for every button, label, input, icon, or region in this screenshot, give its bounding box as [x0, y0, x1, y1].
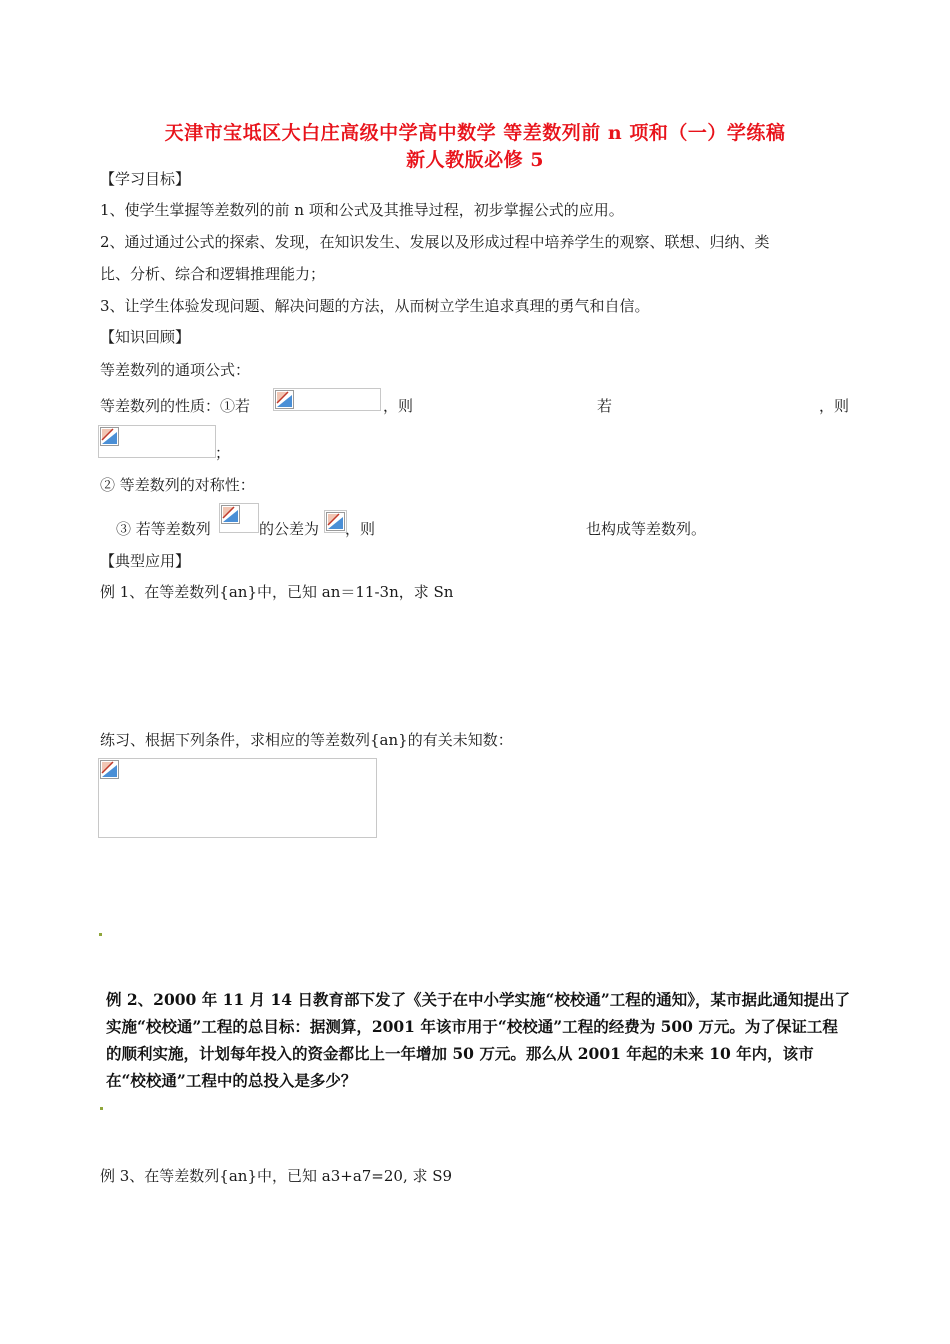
page-title-line1: 天津市宝坻区大白庄高级中学高中数学 等差数列前 n 项和（一）学练稿 [164, 122, 786, 144]
exercise: 练习、根据下列条件，求相应的等差数列{an}的有关未知数： [100, 731, 513, 749]
property-then-2: ，则 [819, 397, 850, 415]
item3-tail: 也构成等差数列。 [586, 520, 707, 538]
apply-heading: 【典型应用】 [100, 552, 191, 570]
review-general-formula: 等差数列的通项公式： [100, 361, 251, 379]
formula-image [324, 510, 347, 533]
symmetry-property: ② 等差数列的对称性： [100, 476, 255, 494]
broken-image-icon [275, 390, 294, 409]
item3-common-diff: 的公差为 [259, 520, 320, 538]
anchor-marker [99, 933, 102, 936]
page-title-line2: 新人教版必修 5 [406, 149, 544, 171]
semicolon: ； [215, 444, 231, 462]
goal-3: 3、让学生体验发现问题、解决问题的方法，从而树立学生追求真理的勇气和自信。 [100, 297, 650, 315]
broken-image-icon [221, 505, 240, 524]
example-3: 例 3、在等差数列{an}中，已知 a3+a7=20, 求 S9 [100, 1167, 453, 1185]
broken-image-icon [100, 760, 119, 779]
item3-then: ，则 [345, 520, 376, 538]
formula-image [98, 425, 216, 458]
anchor-marker [100, 1107, 103, 1110]
goal-1: 1、使学生掌握等差数列的前 n 项和公式及其推导过程，初步掌握公式的应用。 [100, 201, 624, 219]
example-1: 例 1、在等差数列{an}中，已知 an＝11-3n，求 Sn [100, 583, 454, 601]
formula-image [273, 388, 381, 411]
item3-prefix: ③ 若等差数列 [116, 520, 211, 538]
exercise-image [98, 758, 377, 838]
goal-2-line2: 比、分析、综合和逻辑推理能力； [100, 265, 326, 283]
formula-image [219, 503, 259, 533]
property-if-2: 若 [597, 397, 613, 415]
review-heading: 【知识回顾】 [100, 328, 191, 346]
goal-2-line1: 2、通过通过公式的探索、发现，在知识发生、发展以及形成过程中培养学生的观察、联想、归纳、类 [100, 233, 770, 251]
broken-image-icon [100, 427, 119, 446]
example-2: 例 2、2000 年 11 月 14 日教育部下发了《关于在中小学实施“校校通”工程的通知》，某市据此通知提出了实施“校校通”工程的总目标：据测算，2001 年该市用于“校校通”工程的经费为 500 万元。为了保证工程的顺利实施，计划每年投入的资金都比上一年增加 50 万元。那么从 2001 年起的未来 10 年内，该市在“校校通”工程中的总投入是多少？ [106, 990, 851, 1090]
broken-image-icon [326, 512, 345, 531]
goals-heading: 【学习目标】 [100, 170, 191, 188]
property-prefix: 等差数列的性质：①若 [100, 397, 251, 415]
property-then-1: ，则 [383, 397, 414, 415]
